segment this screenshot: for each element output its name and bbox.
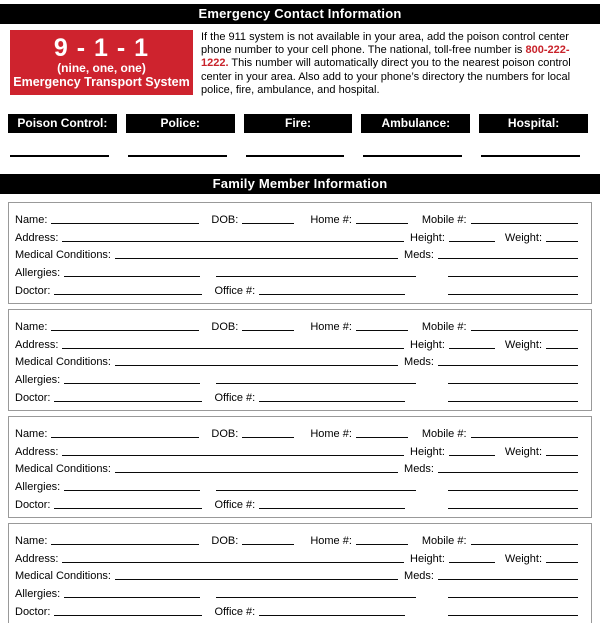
name-label: Name: <box>15 213 48 226</box>
ambulance-write-in-line <box>363 155 462 157</box>
contact-line-cell <box>361 155 470 157</box>
meds-write-in-line <box>438 472 578 473</box>
member-row-doctor <box>15 494 578 512</box>
meds-continuation-line-2 <box>448 508 578 509</box>
office-phone-write-in-line <box>259 401 405 402</box>
dob-write-in-line <box>242 330 294 331</box>
emergency-contacts-section <box>8 114 588 157</box>
weight-label: Weight: <box>504 552 542 565</box>
member-row-address <box>15 334 578 352</box>
meds-write-in-line <box>438 365 578 366</box>
meds-continuation-line <box>448 597 578 598</box>
height-label: Height: <box>410 552 445 565</box>
member-row-name <box>15 209 578 227</box>
member-row-medical <box>15 245 578 263</box>
hospital-write-in-line <box>481 155 580 157</box>
doctor-write-in-line <box>54 401 202 402</box>
dob-label: DOB: <box>211 534 239 547</box>
home-phone-label: Home #: <box>310 427 352 440</box>
family-member-card <box>8 309 592 411</box>
contact-label-ambulance: Ambulance: <box>361 114 470 133</box>
911-caption: Emergency Transport System <box>13 75 190 89</box>
mobile-phone-write-in-line <box>471 437 578 438</box>
home-phone-write-in-line <box>356 437 408 438</box>
intro-text-before: If the 911 system is not available in your area, add the poison control center phone number to your cell phone. The national, toll-free number is <box>201 31 569 57</box>
member-row-medical <box>15 566 578 584</box>
address-write-in-line <box>62 455 404 456</box>
medical-conditions-label: Medical Conditions: <box>15 463 111 476</box>
name-write-in-line <box>51 330 199 331</box>
medical-conditions-label: Medical Conditions: <box>15 356 111 369</box>
meds-label: Meds: <box>404 570 434 583</box>
member-row-allergies <box>15 262 578 280</box>
fire-write-in-line <box>246 155 345 157</box>
contact-line-cell <box>8 155 117 157</box>
mobile-phone-write-in-line <box>471 330 578 331</box>
home-phone-write-in-line <box>356 223 408 224</box>
address-write-in-line <box>62 241 404 242</box>
allergies-write-in-line <box>64 490 200 491</box>
member-row-medical <box>15 459 578 477</box>
allergies-write-in-line <box>64 276 200 277</box>
medical-conditions-write-in-line <box>115 258 398 259</box>
contact-line-cell <box>244 155 353 157</box>
medical-conditions-write-in-line <box>115 579 398 580</box>
doctor-label: Doctor: <box>15 606 51 618</box>
weight-write-in-line <box>546 241 578 242</box>
contact-label-police: Police: <box>126 114 235 133</box>
dob-label: DOB: <box>211 320 239 333</box>
address-label: Address: <box>15 338 59 351</box>
weight-label: Weight: <box>504 338 542 351</box>
meds-write-in-line <box>438 579 578 580</box>
member-row-allergies <box>15 476 578 494</box>
name-label: Name: <box>15 427 48 440</box>
meds-label: Meds: <box>404 463 434 476</box>
contact-line-cell <box>479 155 588 157</box>
doctor-write-in-line <box>54 294 202 295</box>
name-label: Name: <box>15 320 48 333</box>
address-write-in-line <box>62 348 404 349</box>
dob-label: DOB: <box>211 213 239 226</box>
contact-labels-row <box>8 114 588 133</box>
contact-label-fire: Fire: <box>244 114 353 133</box>
medical-conditions-label: Medical Conditions: <box>15 249 111 262</box>
family-members <box>8 202 592 623</box>
office-phone-label: Office #: <box>214 606 256 618</box>
office-phone-label: Office #: <box>214 285 256 297</box>
name-write-in-line <box>51 223 199 224</box>
dob-write-in-line <box>242 223 294 224</box>
address-write-in-line <box>62 562 404 563</box>
name-write-in-line <box>51 437 199 438</box>
member-row-name <box>15 530 578 548</box>
height-label: Height: <box>410 231 445 244</box>
page-title-bar <box>0 4 600 24</box>
allergies-continuation-line <box>216 276 416 277</box>
weight-write-in-line <box>546 348 578 349</box>
medical-conditions-label: Medical Conditions: <box>15 570 111 583</box>
member-row-medical <box>15 352 578 370</box>
home-phone-write-in-line <box>356 330 408 331</box>
weight-write-in-line <box>546 562 578 563</box>
intro-text-after: This number will automatically direct you to the nearest poison control center in your area. Also add to your phone’s directory the numbers for local police, fire, ambulance, and hospital. <box>201 57 571 96</box>
member-row-address <box>15 441 578 459</box>
contact-line-cell <box>126 155 235 157</box>
member-row-address <box>15 227 578 245</box>
height-label: Height: <box>410 445 445 458</box>
home-phone-label: Home #: <box>310 320 352 333</box>
office-phone-write-in-line <box>259 294 405 295</box>
allergies-continuation-line <box>216 383 416 384</box>
weight-write-in-line <box>546 455 578 456</box>
member-row-doctor <box>15 601 578 619</box>
allergies-continuation-line <box>216 597 416 598</box>
home-phone-label: Home #: <box>310 534 352 547</box>
contact-label-hospital: Hospital: <box>479 114 588 133</box>
emergency-911-panel <box>10 30 193 95</box>
dob-label: DOB: <box>211 427 239 440</box>
doctor-write-in-line <box>54 508 202 509</box>
dob-write-in-line <box>242 544 294 545</box>
office-phone-write-in-line <box>259 615 405 616</box>
height-label: Height: <box>410 338 445 351</box>
weight-label: Weight: <box>504 231 542 244</box>
address-label: Address: <box>15 552 59 565</box>
meds-label: Meds: <box>404 356 434 369</box>
member-row-doctor <box>15 280 578 298</box>
doctor-write-in-line <box>54 615 202 616</box>
doctor-label: Doctor: <box>15 285 51 297</box>
meds-continuation-line <box>448 276 578 277</box>
member-row-allergies <box>15 369 578 387</box>
office-phone-write-in-line <box>259 508 405 509</box>
office-phone-label: Office #: <box>214 392 256 404</box>
office-phone-label: Office #: <box>214 499 256 511</box>
home-phone-label: Home #: <box>310 213 352 226</box>
member-row-name <box>15 423 578 441</box>
family-section-bar <box>0 174 600 194</box>
member-row-doctor <box>15 387 578 405</box>
meds-continuation-line-2 <box>448 615 578 616</box>
height-write-in-line <box>449 348 495 349</box>
member-row-address <box>15 548 578 566</box>
meds-continuation-line-2 <box>448 401 578 402</box>
doctor-label: Doctor: <box>15 392 51 404</box>
contact-write-in-lines-row <box>8 155 588 157</box>
meds-write-in-line <box>438 258 578 259</box>
intro-paragraph <box>201 30 590 97</box>
allergies-label: Allergies: <box>15 267 61 280</box>
address-label: Address: <box>15 445 59 458</box>
mobile-phone-label: Mobile #: <box>421 427 467 440</box>
poison-control-write-in-line <box>10 155 109 157</box>
name-label: Name: <box>15 534 48 547</box>
member-row-allergies <box>15 583 578 601</box>
allergies-write-in-line <box>64 597 200 598</box>
medical-conditions-write-in-line <box>115 365 398 366</box>
family-member-card <box>8 416 592 518</box>
weight-label: Weight: <box>504 445 542 458</box>
mobile-phone-label: Mobile #: <box>421 213 467 226</box>
meds-label: Meds: <box>404 249 434 262</box>
mobile-phone-label: Mobile #: <box>421 534 467 547</box>
allergies-continuation-line <box>216 490 416 491</box>
allergies-label: Allergies: <box>15 481 61 494</box>
member-row-name <box>15 316 578 334</box>
mobile-phone-write-in-line <box>471 223 578 224</box>
height-write-in-line <box>449 241 495 242</box>
911-phonetic: (nine, one, one) <box>57 61 146 75</box>
home-phone-write-in-line <box>356 544 408 545</box>
allergies-label: Allergies: <box>15 588 61 601</box>
family-section-title: Family Member Information <box>212 176 388 192</box>
allergies-label: Allergies: <box>15 374 61 387</box>
medical-conditions-write-in-line <box>115 472 398 473</box>
mobile-phone-label: Mobile #: <box>421 320 467 333</box>
allergies-write-in-line <box>64 383 200 384</box>
dob-write-in-line <box>242 437 294 438</box>
police-write-in-line <box>128 155 227 157</box>
height-write-in-line <box>449 455 495 456</box>
address-label: Address: <box>15 231 59 244</box>
meds-continuation-line <box>448 383 578 384</box>
mobile-phone-write-in-line <box>471 544 578 545</box>
poison-control-phone-number: 800-222-1222. <box>201 44 570 70</box>
top-section <box>10 30 590 97</box>
height-write-in-line <box>449 562 495 563</box>
911-number: 9 - 1 - 1 <box>53 34 150 62</box>
family-member-card <box>8 202 592 304</box>
page-title: Emergency Contact Information <box>198 6 402 21</box>
name-write-in-line <box>51 544 199 545</box>
contact-label-poison-control: Poison Control: <box>8 114 117 133</box>
doctor-label: Doctor: <box>15 499 51 511</box>
meds-continuation-line-2 <box>448 294 578 295</box>
meds-continuation-line <box>448 490 578 491</box>
family-member-card <box>8 523 592 623</box>
